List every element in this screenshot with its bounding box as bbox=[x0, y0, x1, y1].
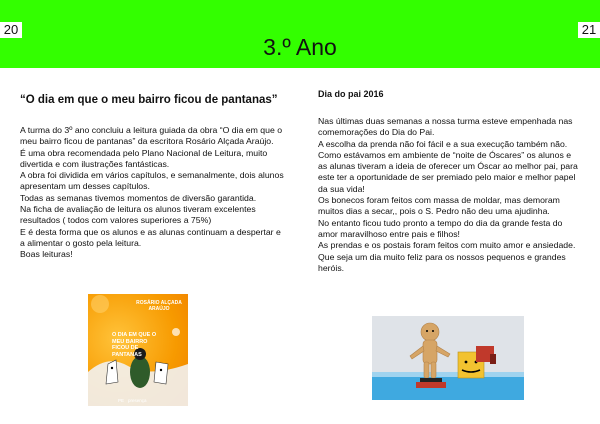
left-article bbox=[20, 93, 288, 261]
book-author: ROSÁRIO ALÇADA ARAÚJO bbox=[136, 300, 182, 312]
book-title: O DIA EM QUE O MEU BAIRRO FICOU DE PANTANAS bbox=[112, 332, 157, 358]
left-paragraph: E é desta forma que os alunos e as alunas continuam a despertar e a alimentar o gosto pela leitura. bbox=[20, 226, 281, 248]
left-paragraph: É uma obra recomendada pelo Plano Nacional de Leitura, muito divertida e com ilustrações fantásticas. bbox=[20, 147, 268, 169]
right-article bbox=[318, 88, 582, 274]
right-paragraph: Que seja um dia muito feliz para os nossos pequenos e grandes heróis. bbox=[318, 251, 566, 273]
left-paragraph: Na ficha de avaliação de leitura os alunos tiveram excelentes resultados ( todos com valores superiores a 75%) bbox=[20, 204, 256, 226]
left-paragraph: A obra foi dividida em vários capítulos, e semanalmente, dois alunos apresentam um desses capítulos. bbox=[20, 170, 284, 192]
fathers-day-illustration bbox=[372, 316, 524, 400]
left-article-title: “O dia em que o meu bairro ficou de pantanas” bbox=[20, 94, 278, 106]
right-article-title: Dia do pai 2016 bbox=[318, 89, 384, 99]
right-paragraph: Os bonecos foram feitos com massa de moldar, mas demoram muitos dias a secar,, pois o S. Pedro não deu uma ajudinha. bbox=[318, 195, 560, 217]
left-paragraph: Boas leituras! bbox=[20, 249, 73, 260]
right-article-body bbox=[318, 116, 582, 274]
left-paragraph: Todas as semanas tivemos momentos de diversão garantida. bbox=[20, 192, 257, 203]
left-article-body bbox=[20, 125, 288, 261]
right-paragraph: No entanto ficou tudo pronto a tempo do dia da grande festa do amor maravilhoso entre pais e filhos! bbox=[318, 217, 563, 239]
page-title: 3.º Ano bbox=[263, 34, 337, 60]
book-cover-image bbox=[88, 294, 188, 406]
page-number-left: 20 bbox=[0, 22, 22, 38]
right-paragraph: A escolha da prenda não foi fácil e a sua execução também não. bbox=[318, 138, 568, 149]
right-paragraph: Como estávamos em ambiente de “noite de Óscares” os alunos e as alunas tiveram a ideia de oferecer um Óscar ao melhor pai, para este ter a oportunidade de ser premiado pelo maior e melhor papel da sua vida! bbox=[318, 149, 578, 194]
right-paragraph: As prendas e os postais foram feitos com muito amor e ansiedade. bbox=[318, 240, 576, 251]
book-publisher: presença bbox=[128, 398, 147, 403]
book-logo: PE bbox=[118, 398, 125, 403]
right-paragraph: Nas últimas duas semanas a nossa turma esteve empenhada nas comemorações do Dia do Pai. bbox=[318, 116, 573, 138]
fathers-day-photo bbox=[372, 316, 524, 400]
page-header bbox=[0, 0, 600, 68]
left-paragraph: A turma do 3º ano concluiu a leitura guiada da obra “O dia em que o meu bairro ficou de pantanas” da escritora Rosário Alçada Araújo. bbox=[20, 125, 283, 147]
page-number-right: 21 bbox=[578, 22, 600, 38]
